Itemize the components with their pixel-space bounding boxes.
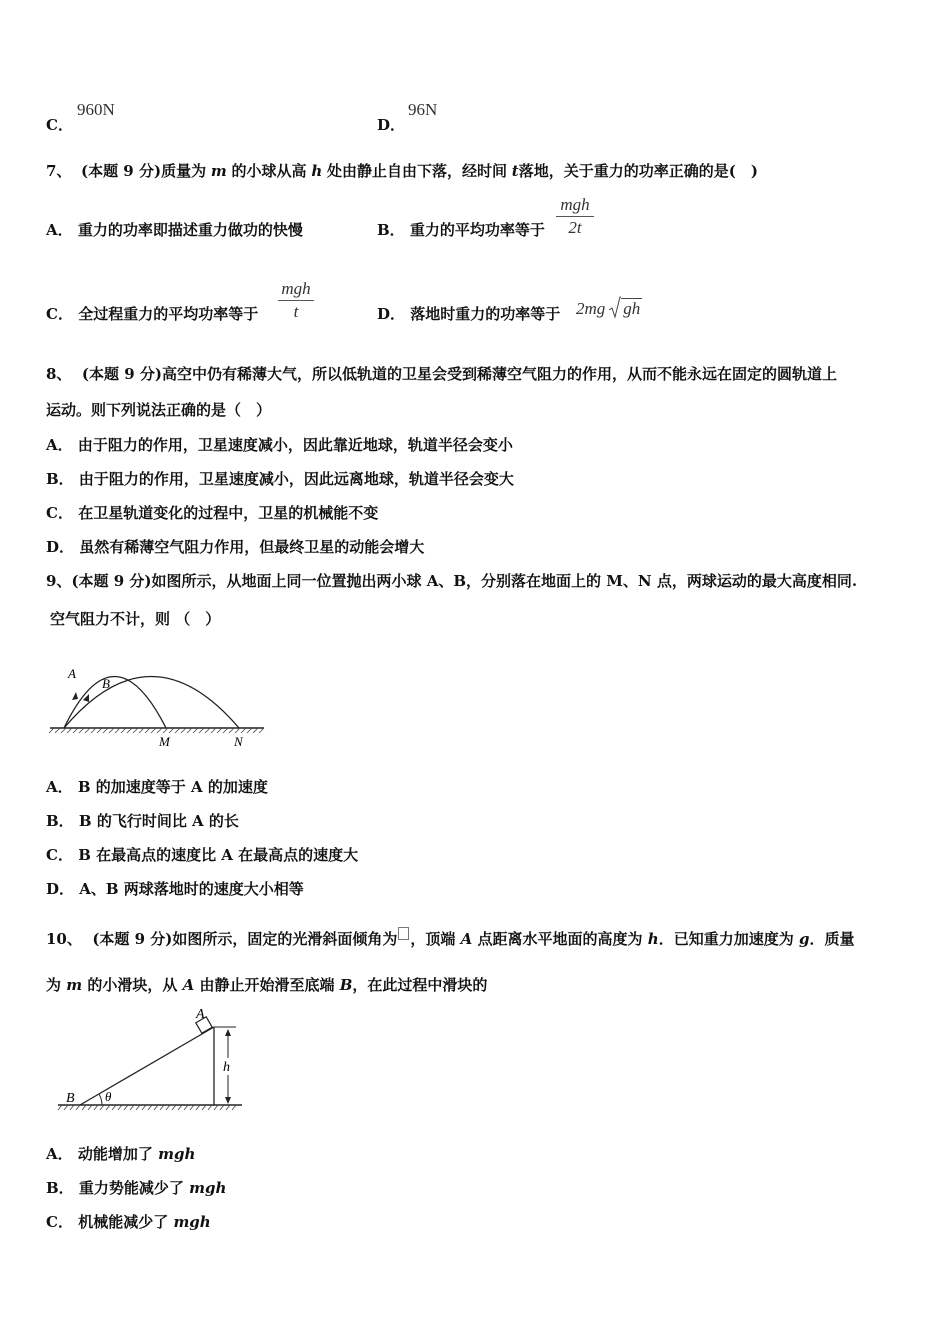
q10-var-a: A — [460, 930, 473, 948]
q7-option-a-text: 重力的功率即描述重力做功的快慢 — [77, 221, 303, 239]
q8-option-d — [46, 537, 424, 557]
q10-var-g: g — [798, 930, 810, 948]
q9-option-d-text: A、B 两球落地时的速度大小相等 — [79, 880, 304, 898]
q6-option-c-label: C． — [46, 116, 73, 134]
q8-option-c-text: 在卫星轨道变化的过程中，卫星的机械能不变 — [78, 504, 379, 522]
q9-option-a — [46, 777, 268, 797]
q9-option-a-text: B 的加速度等于 A 的加速度 — [77, 778, 268, 796]
q7-option-b — [377, 220, 545, 240]
q7-stem-part: 落地，关于重力的功率正确的是( ) — [518, 162, 758, 180]
q9-option-c-text: B 在最高点的速度比 A 在最高点的速度大 — [78, 846, 359, 864]
q10-option-a — [46, 1144, 195, 1164]
q9-option-d — [46, 879, 304, 899]
q8-option-a-text: 由于阻力的作用，卫星速度减小，因此靠近地球，轨道半径会变小 — [77, 436, 513, 454]
q10-var-h: h — [647, 930, 659, 948]
q7-header: (本题 9 分) — [80, 162, 162, 180]
q8-option-b-label: B． — [46, 470, 74, 488]
trajectory-a — [64, 677, 166, 729]
angle-arc — [99, 1094, 102, 1105]
q8-stem-part: 高空中仍有稀薄大气，所以低轨道的卫星会受到稀薄空气阻力的作用，从而不能永远在固定的圆轨道上 — [161, 365, 837, 383]
q9-option-d-label: D． — [46, 880, 75, 898]
q7-option-b-numerator: mgh — [560, 195, 590, 214]
q7-option-d-text: 落地时重力的功率等于 — [410, 305, 561, 323]
figure-label-n: N — [234, 734, 243, 749]
q10-stem-part: ．质量 — [809, 930, 855, 948]
q8-option-c-label: C． — [46, 504, 73, 522]
arrow-a-icon — [72, 692, 78, 700]
q8-option-b — [46, 469, 514, 489]
figure-label-theta: θ — [105, 1089, 112, 1104]
q10-stem-part: 由静止开始滑至底端 — [199, 976, 335, 994]
q6-option-c-value: 960N — [77, 100, 115, 119]
q10-stem-part: 点距离水平地面的高度为 — [477, 930, 643, 948]
q7-option-a — [46, 220, 303, 240]
q8-option-d-text: 虽然有稀薄空气阻力作用，但最终卫星的动能会增大 — [79, 538, 425, 556]
q9-option-c — [46, 845, 358, 865]
q9-option-b-text: B 的飞行时间比 A 的长 — [78, 812, 239, 830]
q7-var-m: m — [210, 162, 227, 180]
q7-stem-part: 的小球从高 — [231, 162, 307, 180]
q10-stem-line2 — [46, 975, 487, 995]
figure-label-a: A — [196, 1007, 205, 1022]
q7-stem — [46, 161, 758, 181]
q9-projectile-figure — [44, 645, 268, 753]
missing-glyph-icon — [398, 927, 409, 940]
q7-option-c — [46, 304, 258, 324]
q10-option-c-var: mgh — [173, 1213, 211, 1231]
q9-option-c-label: C． — [46, 846, 73, 864]
q10-option-b-text: 重力势能减少了 — [78, 1179, 184, 1197]
sqrt-icon — [608, 296, 621, 320]
q10-option-a-var: mgh — [158, 1145, 196, 1163]
q7-option-d-label: D． — [377, 305, 406, 323]
q7-option-d — [377, 304, 560, 324]
q7-option-b-denominator: 2t — [568, 218, 582, 237]
q10-option-c-text: 机械能减少了 — [78, 1213, 169, 1231]
q9-option-a-label: A． — [46, 778, 73, 796]
q10-stem-part: ，在此过程中滑块的 — [352, 976, 488, 994]
q7-option-c-denominator: t — [293, 302, 299, 321]
q9-stem-part: 如图所示，从地面上同一位置抛出两小球 A、B，分别落在地面上的 M、N 点，两球运动的最大高度相同. — [151, 572, 858, 590]
q9-number: 9、 — [46, 572, 72, 590]
q10-stem-part: 的小滑块，从 — [87, 976, 178, 994]
q7-option-a-label: A． — [46, 221, 73, 239]
figure-label-h: h — [223, 1060, 230, 1075]
q9-option-b-label: B． — [46, 812, 74, 830]
q7-number: 7、 — [46, 162, 72, 180]
figure-label-b: B — [102, 676, 110, 691]
figure-label-a: A — [68, 666, 76, 681]
q9-stem-line2: 空气阻力不计，则 （ ） — [50, 610, 221, 628]
q7-option-d-radicand: gh — [623, 299, 641, 318]
q10-header: (本题 9 分) — [92, 930, 173, 948]
arrow-up-icon — [225, 1029, 231, 1036]
q7-option-b-text: 重力的平均功率等于 — [409, 221, 545, 239]
q10-stem-part: ．已知重力加速度为 — [658, 930, 794, 948]
q7-option-c-text: 全过程重力的平均功率等于 — [78, 305, 259, 323]
q7-option-d-coefficient: 2mg — [576, 299, 606, 318]
q9-option-b — [46, 811, 239, 831]
q10-option-b — [46, 1178, 226, 1198]
q7-var-h: h — [311, 162, 323, 180]
incline-surface — [80, 1027, 214, 1105]
q10-number: 10、 — [46, 930, 82, 948]
q8-number: 8、 — [46, 365, 72, 383]
figure-label-b: B — [66, 1091, 75, 1106]
q8-header: (本题 9 分) — [81, 365, 162, 383]
q10-stem-part: 为 — [46, 976, 62, 994]
q9-header: (本题 9 分) — [71, 572, 152, 590]
q8-option-a-label: A． — [46, 436, 73, 454]
q10-stem-part: 如图所示，固定的光滑斜面倾角为 — [172, 930, 398, 948]
q7-option-d-expression — [576, 296, 642, 320]
q10-option-a-label: A． — [46, 1145, 73, 1163]
q9-stem-line1 — [46, 571, 857, 591]
q8-option-b-text: 由于阻力的作用，卫星速度减小，因此远离地球，轨道半径会变大 — [78, 470, 514, 488]
q7-stem-part: 质量为 — [161, 162, 207, 180]
q6-option-d-label: D． — [377, 116, 406, 134]
q10-incline-figure — [50, 1003, 250, 1118]
q8-stem-line2: 运动。则下列说法正确的是（ ） — [46, 401, 272, 419]
arrow-down-icon — [225, 1097, 231, 1104]
q7-option-b-label: B． — [377, 221, 405, 239]
q10-stem-line1 — [46, 927, 854, 949]
q10-stem-part: ，顶端 — [410, 930, 456, 948]
q8-option-c — [46, 503, 378, 523]
q10-option-b-var: mgh — [189, 1179, 227, 1197]
q7-var-t: t — [511, 162, 519, 180]
q7-option-b-fraction — [556, 195, 594, 238]
q8-stem-line1 — [46, 364, 837, 384]
q8-option-a — [46, 435, 513, 455]
q10-option-a-text: 动能增加了 — [77, 1145, 153, 1163]
q7-option-c-numerator: mgh — [281, 279, 311, 298]
q10-option-c — [46, 1212, 211, 1232]
q7-option-c-fraction — [278, 279, 314, 322]
q10-option-c-label: C． — [46, 1213, 73, 1231]
q6-option-d-value: 96N — [408, 100, 438, 119]
q10-option-b-label: B． — [46, 1179, 74, 1197]
q7-stem-part: 处由静止自由下落，经时间 — [327, 162, 508, 180]
q10-var-m: m — [66, 976, 83, 994]
q8-option-d-label: D． — [46, 538, 75, 556]
figure-label-m: M — [159, 734, 170, 749]
q10-var-a: A — [182, 976, 195, 994]
q10-var-b: B — [339, 976, 353, 994]
q7-option-c-label: C． — [46, 305, 73, 323]
